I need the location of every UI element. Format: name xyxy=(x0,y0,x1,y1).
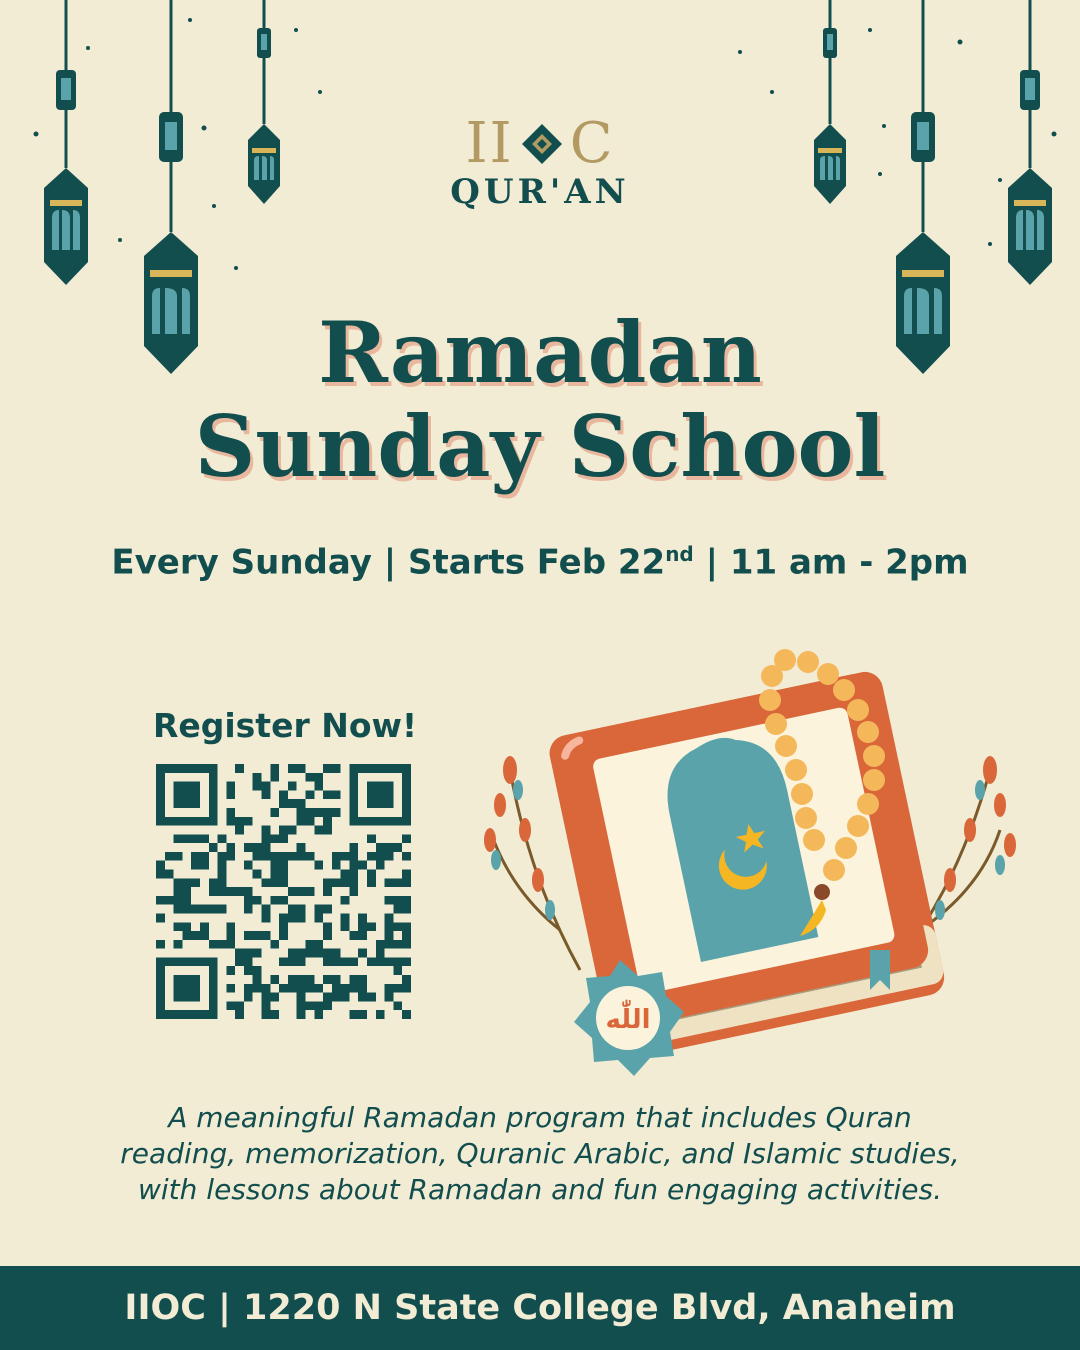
headline xyxy=(0,303,1080,496)
schedule-ordinal: nd xyxy=(665,542,694,566)
lantern-icon xyxy=(244,0,284,210)
qr-finder-center xyxy=(174,782,200,808)
schedule-time: | 11 am - 2pm xyxy=(693,542,969,583)
quran-book-illustration xyxy=(470,630,1030,1090)
logo-emblem-icon xyxy=(520,122,564,166)
lantern-icon xyxy=(810,0,850,210)
schedule-main: Every Sunday | Starts Feb 22 xyxy=(111,542,666,583)
logo-mark-right: C xyxy=(569,111,615,176)
logo-subtitle: QUR'AN xyxy=(450,172,630,212)
qr-finder-center xyxy=(367,782,393,808)
description-line1: A meaningful Ramadan program that includes Quran xyxy=(168,1101,912,1134)
footer-bar xyxy=(0,1266,1080,1350)
program-description xyxy=(40,1100,1040,1208)
footer-address: IIOC | 1220 N State College Blvd, Anaheim xyxy=(124,1288,956,1328)
lantern-icon xyxy=(36,0,96,290)
description-line3: with lessons about Ramadan and fun engaging activities. xyxy=(137,1173,942,1206)
qr-finder-center xyxy=(174,975,200,1001)
lantern-icon xyxy=(1000,0,1060,290)
schedule-text xyxy=(0,542,1080,582)
headline-line2: Sunday School xyxy=(194,397,886,496)
logo-mark-left: II xyxy=(465,111,514,176)
qr-code[interactable] xyxy=(156,764,411,1019)
register-label: Register Now! xyxy=(152,706,418,745)
iioc-quran-logo xyxy=(440,111,640,216)
headline-line1: Ramadan xyxy=(318,303,762,402)
svg-text:اللّٰه: اللّٰه xyxy=(605,1005,651,1035)
description-line2: reading, memorization, Quranic Arabic, and Islamic studies, xyxy=(120,1137,960,1170)
